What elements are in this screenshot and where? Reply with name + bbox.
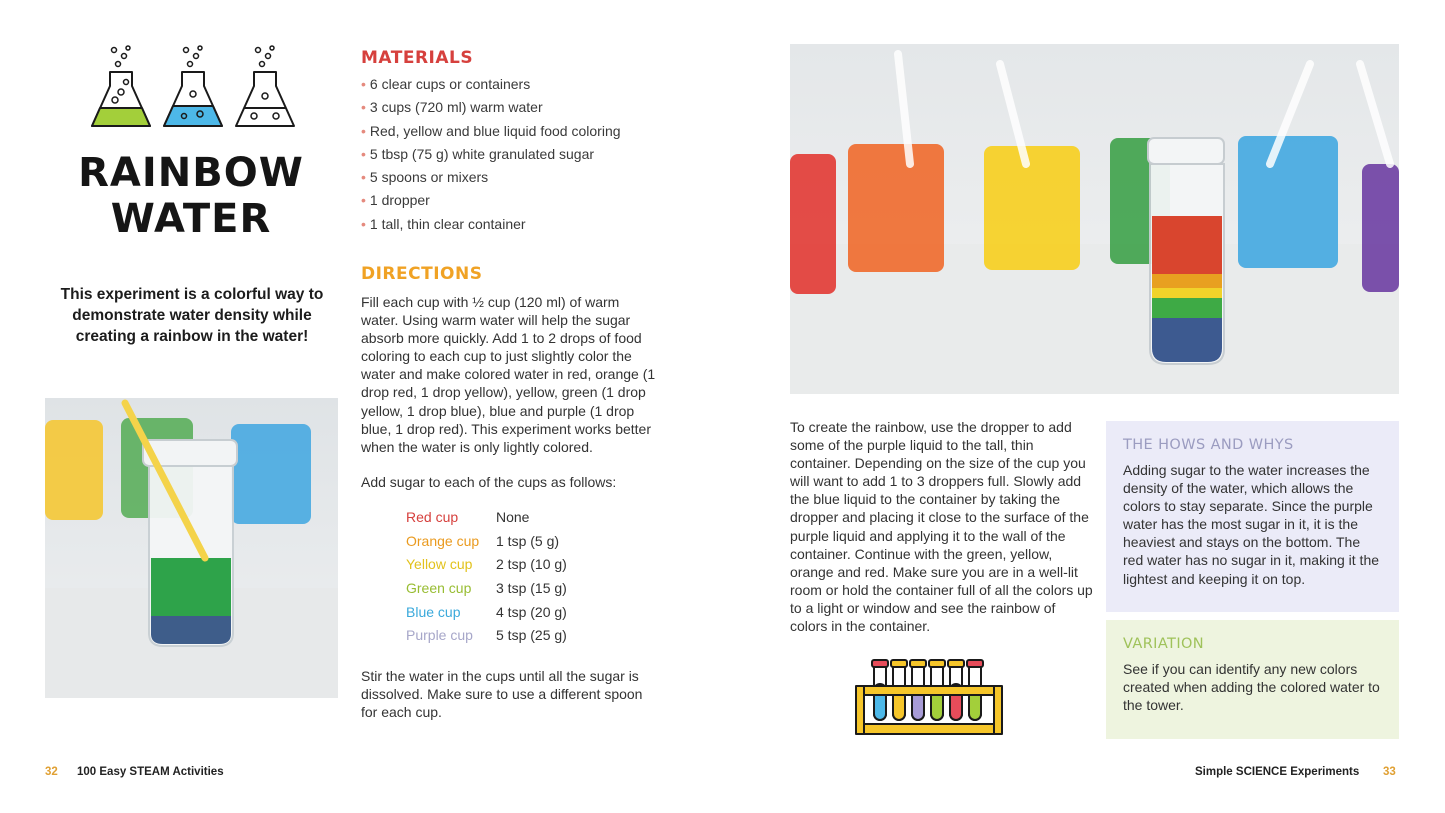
cup-name: Green cup <box>406 579 472 596</box>
directions-paragraph-2: Add sugar to each of the cups as follows: <box>361 474 617 490</box>
blue-flask-icon <box>164 46 222 126</box>
test-tube-rack-icon <box>852 656 1008 740</box>
directions-paragraph-1: Fill each cup with ½ cup (120 ml) of warm water. Using warm water will help the sugar absorb more quickly. Add 1 to 2 drops of food coloring to each cup to just slightly color the water and make colored water in red, orange (1 drop red, 1 drop yellow), yellow, green (1 drop yellow, 1 drop blue), blue and purple (1 drop blue, 1 drop red). This experiment works better when the water is only lightly colored. <box>361 294 656 455</box>
list-item: • 1 dropper <box>361 189 651 212</box>
hows-and-whys-heading: THE HOWS AND WHYS <box>1123 437 1294 453</box>
sugar-amount: 3 tsp (15 g) <box>496 579 567 596</box>
sugar-table <box>406 505 567 647</box>
create-rainbow-paragraph: To create the rainbow, use the dropper to add some of the purple liquid to the tall, thin container. Depending on the size of the cup you will want to add 1 to 3 droppers full. Slowly add the blue liquid to the container by taking the dropper and placing it close to the surface of the purple liquid and applying it to the wall of the container. Continue with the green, yellow, orange and red. Make sure you are in a well-lit room or hold the container full of all the colors up to a light or window and see the rainbow of colors in the container. <box>790 419 1093 635</box>
sugar-amount: None <box>496 508 530 525</box>
table-row <box>406 600 567 624</box>
hows-and-whys-box <box>1106 421 1399 612</box>
sugar-amount: 5 tsp (25 g) <box>496 627 567 644</box>
list-item: • 5 spoons or mixers <box>361 166 651 189</box>
variation-text: See if you can identify any new colors created when adding the colored water to the tower. <box>1123 661 1380 714</box>
directions-heading: DIRECTIONS <box>361 264 483 284</box>
table-row <box>406 529 567 553</box>
table-row <box>406 505 567 529</box>
section-name: Simple SCIENCE Experiments <box>1195 766 1360 778</box>
list-item: • 5 tbsp (75 g) white granulated sugar <box>361 143 651 166</box>
variation-heading: VARIATION <box>1123 636 1205 652</box>
intro-text: This experiment is a colorful way to demonstrate water density while creating a rainbow in the water! <box>60 286 324 345</box>
sugar-amount: 1 tsp (5 g) <box>496 532 560 549</box>
rainbow-jar-photo-left <box>45 398 338 698</box>
hows-and-whys-text: Adding sugar to the water increases the density of the water, which allows the colors to stay separate. Since the purple water has the most sugar in it, it is the heaviest and stays on the bottom. The red water has no sugar in it, making it the lightest and keeping it on top. <box>1123 462 1380 587</box>
green-flask-icon <box>92 46 150 126</box>
page-number-right: 33 <box>1383 766 1396 778</box>
title-line-1: RAINBOW <box>78 150 304 196</box>
sugar-amount: 4 tsp (20 g) <box>496 603 567 620</box>
list-item: • 6 clear cups or containers <box>361 73 651 96</box>
materials-list <box>361 73 651 236</box>
list-item: • 3 cups (720 ml) warm water <box>361 96 651 119</box>
sugar-amount: 2 tsp (10 g) <box>496 556 567 573</box>
cup-name: Yellow cup <box>406 556 473 573</box>
white-flask-icon <box>236 46 294 126</box>
cup-name: Blue cup <box>406 603 461 620</box>
table-row <box>406 576 567 600</box>
cup-name: Red cup <box>406 508 459 525</box>
table-row <box>406 552 567 576</box>
rainbow-cups-photo-right <box>790 44 1399 394</box>
flask-icons-illustration <box>88 42 296 132</box>
cup-name: Purple cup <box>406 627 473 644</box>
title-line-2: WATER <box>110 196 272 242</box>
page-title <box>70 150 312 242</box>
page-number-left: 32 <box>45 766 58 778</box>
list-item: • 1 tall, thin clear container <box>361 213 651 236</box>
book-title: 100 Easy STEAM Activities <box>77 766 224 778</box>
cup-name: Orange cup <box>406 532 480 549</box>
variation-box <box>1106 620 1399 739</box>
directions-paragraph-3: Stir the water in the cups until all the sugar is dissolved. Make sure to use a different spoon for each cup. <box>361 668 643 721</box>
list-item: • Red, yellow and blue liquid food coloring <box>361 120 651 143</box>
table-row <box>406 623 567 647</box>
materials-heading: MATERIALS <box>361 48 474 68</box>
